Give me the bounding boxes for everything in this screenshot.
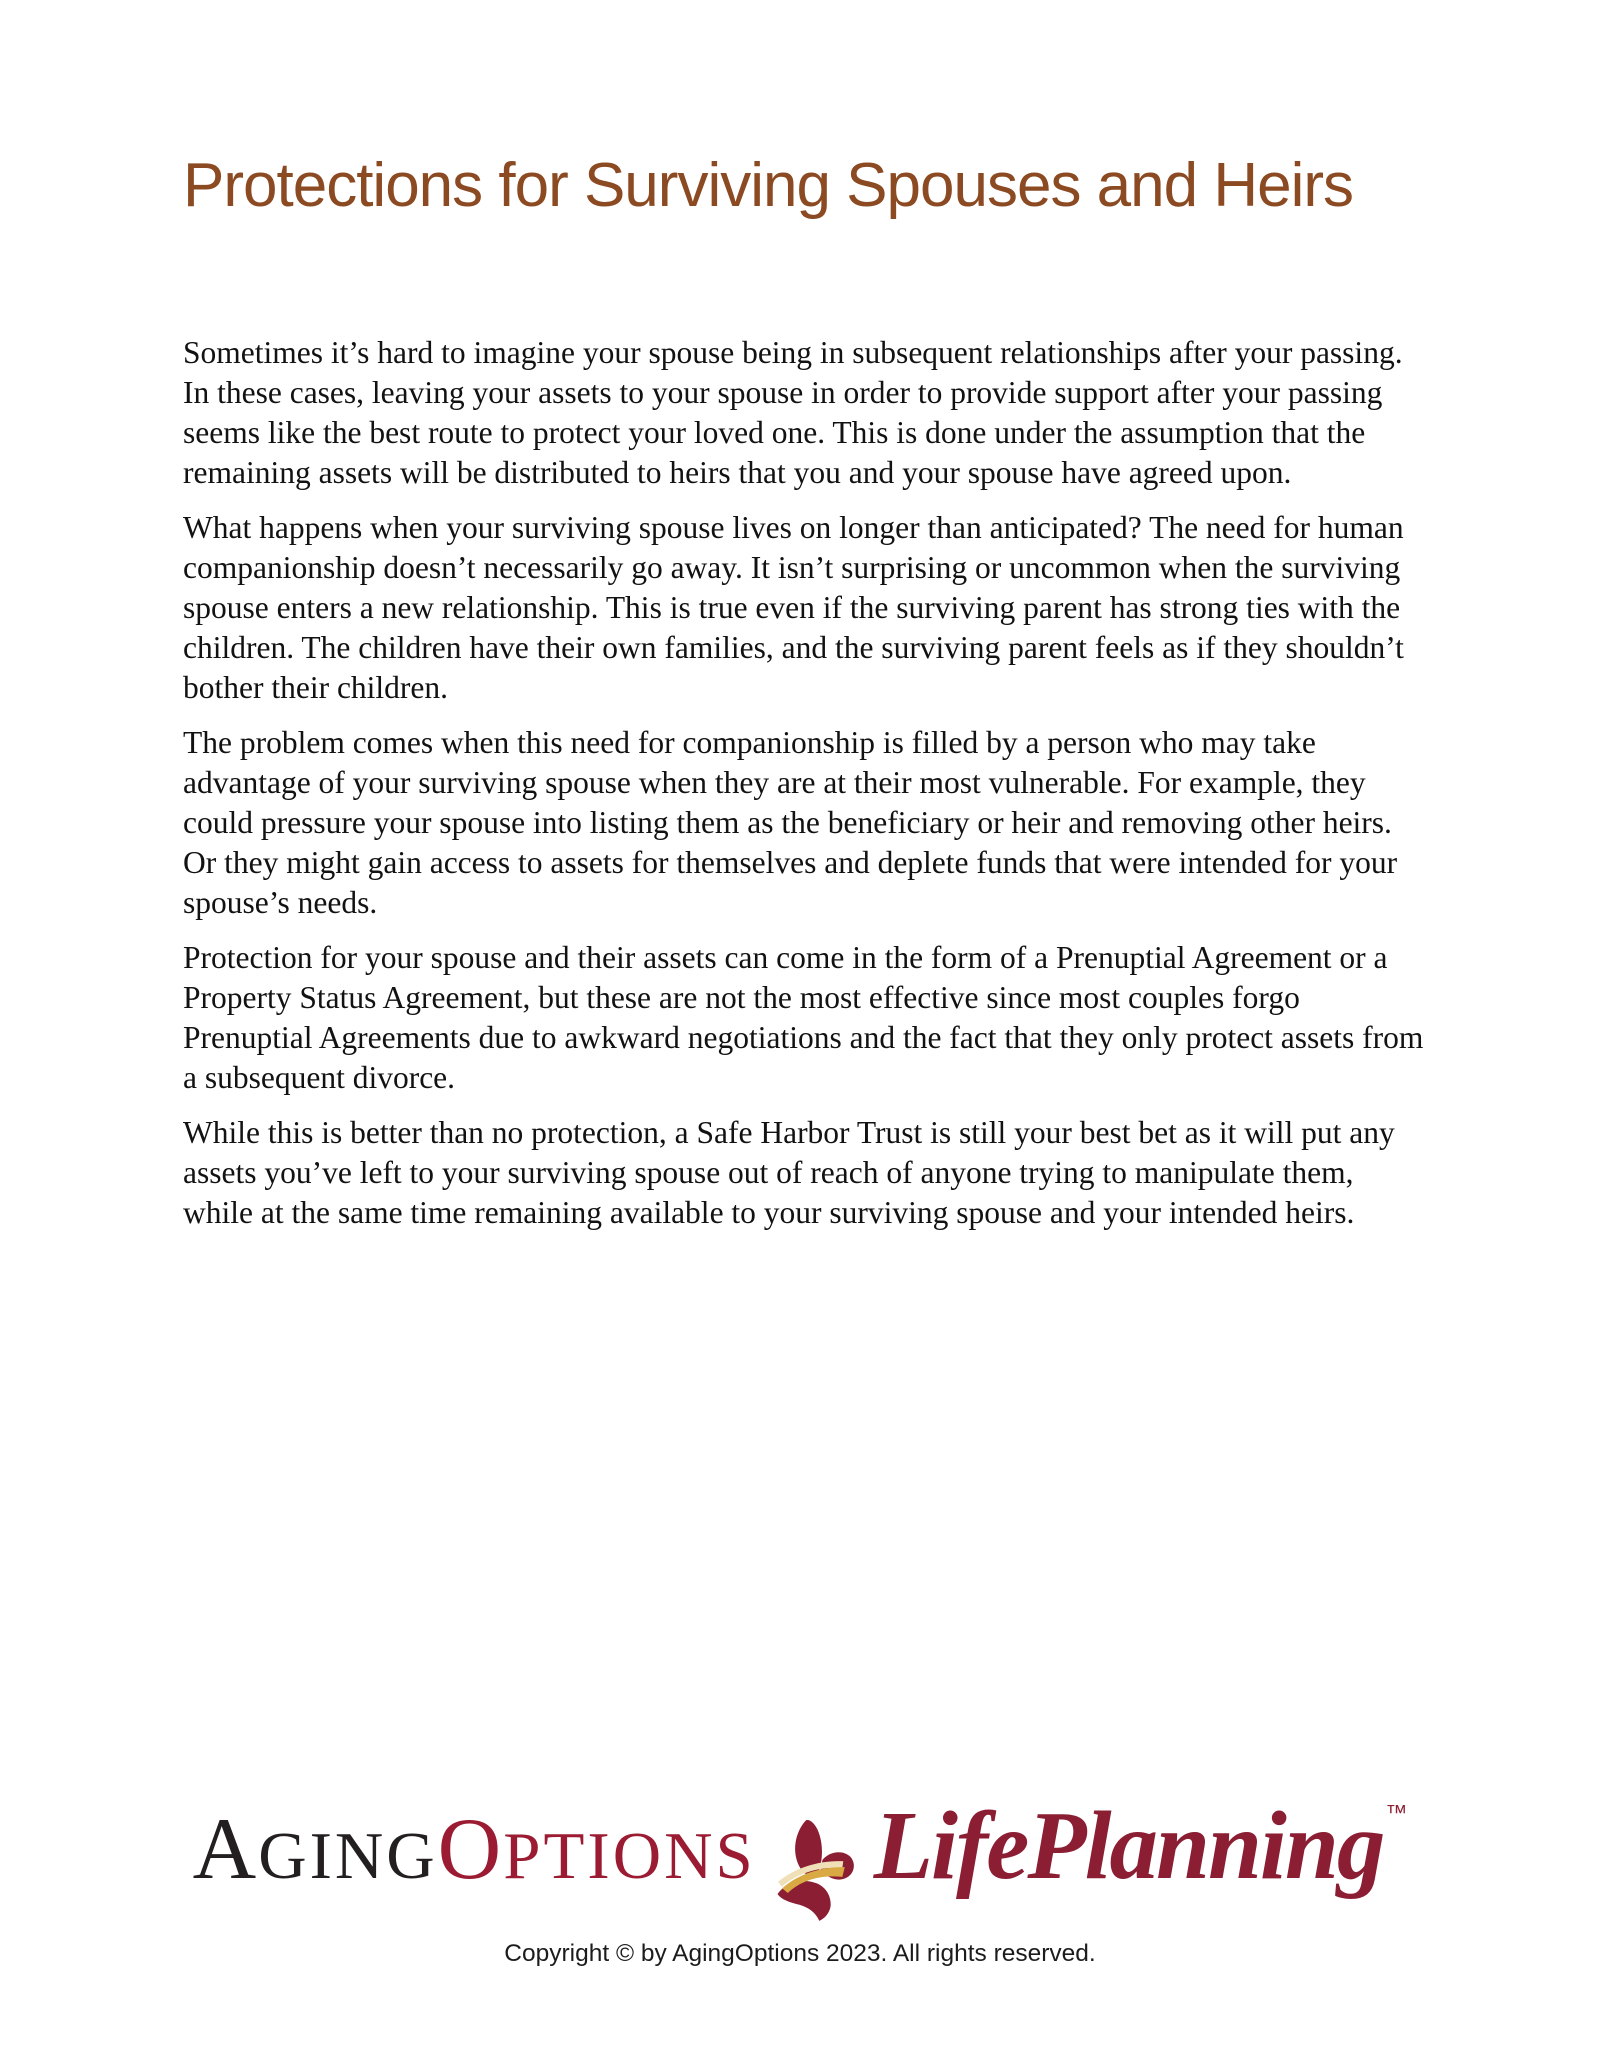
agingoptions-wordmark xyxy=(193,1799,756,1900)
page-footer xyxy=(0,1790,1600,1967)
body-paragraph-2: What happens when your surviving spouse lives on longer than anticipated? The need for human companionship doesn’t necessarily go away. It isn’t surprising or uncommon when the surviving spouse enters a new relationship. This is true even if the surviving parent has strong ties with the children. The children have their own families, and the surviving parent feels as if they shouldn’t bother their children. xyxy=(183,510,1404,706)
body-paragraph-1: Sometimes it’s hard to imagine your spouse being in subsequent relationships after your passing. In these cases, leaving your assets to your spouse in order to provide support after your passing seems like the best route to protect your loved one. This is done under the assumption that the remaining assets will be distributed to heirs that you and your spouse have agreed upon. xyxy=(183,335,1403,491)
lifeplanning-wordmark xyxy=(874,1790,1408,1901)
aging-initial: A xyxy=(192,1801,259,1898)
body-paragraph-5: While this is better than no protection, a Safe Harbor Trust is still your best bet as it will put any assets you’ve left to your surviving spouse out of reach of anyone trying to manipulate them, while at the same time remaining available to your surviving spouse and your intended heirs. xyxy=(183,1115,1395,1231)
body-paragraph-3: The problem comes when this need for companionship is filled by a person who may take advantage of your surviving spouse when they are at their most vulnerable. For example, they could pressure your spouse into listing them as the beneficiary or heir and removing other heirs. Or they might gain access to assets for themselves and deplete funds that were intended for your spouse’s needs. xyxy=(183,725,1398,921)
lifeplanning-text: LifePlanning xyxy=(873,1792,1384,1899)
page-title: Protections for Surviving Spouses and Heirs xyxy=(183,151,1354,220)
options-rest: PTIONS xyxy=(503,1819,756,1893)
aging-rest: GING xyxy=(258,1819,438,1893)
fleur-swoosh-icon xyxy=(766,1812,863,1932)
trademark-symbol: ™ xyxy=(1385,1800,1408,1825)
agingoptions-lifeplanning-logo xyxy=(193,1790,1408,1902)
options-initial: O xyxy=(437,1801,504,1898)
document-content xyxy=(183,0,1428,1248)
copyright-text: Copyright © by AgingOptions 2023. All rights reserved. xyxy=(504,1940,1096,1967)
body-paragraph-4: Protection for your spouse and their assets can come in the form of a Prenuptial Agreement or a Property Status Agreement, but these are not the most effective since most couples forgo Prenuptial Agreements due to awkward negotiations and the fact that they only protect assets from a subsequent divorce. xyxy=(183,940,1424,1096)
